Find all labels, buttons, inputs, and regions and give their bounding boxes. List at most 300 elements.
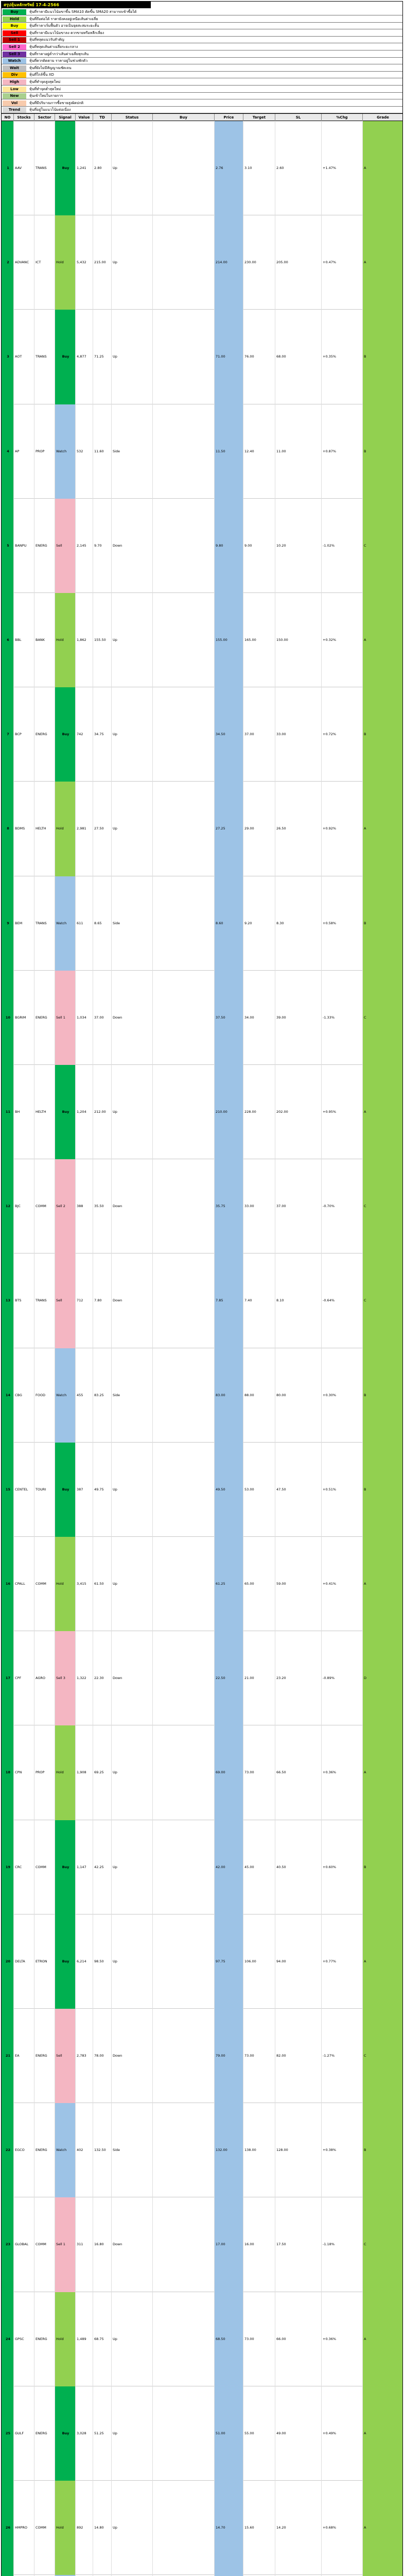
cell-sl: 128.00 [275, 2103, 322, 2197]
cell-no: 13 [2, 1253, 14, 1348]
cell-buy [153, 1443, 215, 1537]
cell-stock: CENTEL [14, 1443, 34, 1537]
cell-sl: 2.60 [275, 121, 322, 215]
cell-grade: A [363, 1725, 403, 1820]
legend-text: หุ้นที่อยู่ในแนวโน้มต่อเนื่อง [29, 108, 71, 112]
table-row[interactable] [2, 782, 403, 876]
cell-sector: COMM [34, 2481, 55, 2575]
column-header[interactable]: NO [2, 114, 14, 121]
table-row[interactable] [2, 876, 403, 971]
cell-sector: FOOD [34, 1348, 55, 1443]
cell-signal: Hold [55, 215, 76, 310]
cell-sl: 94.00 [275, 1914, 322, 2009]
cell-target: 3.10 [243, 121, 275, 215]
cell-grade: B [363, 310, 403, 404]
cell-grade: A [363, 215, 403, 310]
cell-td: 35.50 [93, 1159, 112, 1253]
cell-grade: B [363, 1348, 403, 1443]
cell-sector: TOURI [34, 1443, 55, 1537]
legend-row [2, 16, 403, 23]
cell-signal: Hold [55, 2292, 76, 2386]
legend-text: หุ้นที่ทำจุดสูงสุดใหม่ [29, 80, 61, 84]
table-row[interactable] [2, 499, 403, 593]
cell-grade: C [363, 499, 403, 593]
cell-sl: 33.00 [275, 687, 322, 782]
cell-chg: +0.36% [322, 1725, 363, 1820]
cell-value: 1,147 [76, 1820, 93, 1914]
cell-buy [153, 1348, 215, 1443]
cell-status: Down [112, 1159, 153, 1253]
table-row[interactable] [2, 2481, 403, 2575]
table-header [2, 114, 403, 121]
cell-chg: -0.64% [322, 1253, 363, 1348]
cell-stock: CRC [14, 1820, 34, 1914]
cell-status: Up [112, 593, 153, 687]
cell-no: 22 [2, 2103, 14, 2197]
legend-row [2, 65, 403, 72]
cell-chg: +0.95% [322, 1065, 363, 1159]
cell-sl: 82.00 [275, 2009, 322, 2103]
column-header[interactable]: TD [93, 114, 112, 121]
legend-row [2, 30, 403, 37]
cell-sector: COMM [34, 1537, 55, 1631]
cell-value: 2,145 [76, 499, 93, 593]
cell-value: 2,981 [76, 782, 93, 876]
cell-status: Up [112, 121, 153, 215]
cell-status: Side [112, 876, 153, 971]
cell-status: Up [112, 215, 153, 310]
cell-td: 98.50 [93, 1914, 112, 2009]
cell-signal: Buy [55, 687, 76, 782]
cell-value: 455 [76, 1348, 93, 1443]
cell-signal: Sell [55, 499, 76, 593]
cell-td: 51.25 [93, 2386, 112, 2481]
cell-target: 230.00 [243, 215, 275, 310]
cell-price: 210.00 [215, 1065, 243, 1159]
cell-signal: Hold [55, 1725, 76, 1820]
cell-no: 4 [2, 404, 14, 499]
cell-price: 34.50 [215, 687, 243, 782]
cell-value: 1,862 [76, 593, 93, 687]
cell-chg: +0.72% [322, 687, 363, 782]
cell-target: 45.00 [243, 1820, 275, 1914]
cell-sector: ENERG [34, 2103, 55, 2197]
cell-signal: Watch [55, 404, 76, 499]
cell-no: 6 [2, 593, 14, 687]
cell-sl: 10.20 [275, 499, 322, 593]
cell-status: Down [112, 971, 153, 1065]
cell-td: 27.50 [93, 782, 112, 876]
cell-sector: ENERG [34, 687, 55, 782]
legend-text: หุ้นที่ราคามีแนวโน้มขาลง ควรขายหรือหลีกเลี่ยง [29, 30, 104, 35]
cell-td: 42.25 [93, 1820, 112, 1914]
cell-price: 17.00 [215, 2197, 243, 2292]
cell-sector: ENERG [34, 2009, 55, 2103]
cell-stock: BDMS [14, 782, 34, 876]
column-header[interactable]: Sector [34, 114, 55, 121]
cell-price: 49.50 [215, 1443, 243, 1537]
column-header[interactable]: Grade [363, 114, 403, 121]
legend-text: หุ้นที่ราคาอยู่ต่ำกว่าเส้นค่าเฉลี่ยทุกเส้น [29, 52, 89, 56]
cell-sl: 66.50 [275, 1725, 322, 1820]
cell-chg: -0.89% [322, 1631, 363, 1725]
column-header[interactable]: Stocks [14, 114, 34, 121]
legend-key: New [3, 93, 26, 99]
cell-chg: +0.87% [322, 404, 363, 499]
cell-price: 61.25 [215, 1537, 243, 1631]
cell-status: Up [112, 2481, 153, 2575]
cell-stock: CPALL [14, 1537, 34, 1631]
legend-row [2, 79, 403, 86]
cell-stock: DELTA [14, 1914, 34, 2009]
cell-grade: B [363, 404, 403, 499]
column-header[interactable]: %Chg [322, 114, 363, 121]
cell-sector: ETRON [34, 1914, 55, 2009]
table-row[interactable] [2, 1631, 403, 1725]
table-row[interactable] [2, 2292, 403, 2386]
cell-status: Down [112, 1253, 153, 1348]
table-row[interactable] [2, 121, 403, 215]
table-row[interactable] [2, 2386, 403, 2481]
table-row[interactable] [2, 310, 403, 404]
cell-stock: CPF [14, 1631, 34, 1725]
cell-value: 388 [76, 1159, 93, 1253]
cell-stock: BANPU [14, 499, 34, 593]
cell-stock: BCP [14, 687, 34, 782]
cell-sl: 26.50 [275, 782, 322, 876]
cell-target: 29.00 [243, 782, 275, 876]
cell-status: Up [112, 1820, 153, 1914]
cell-no: 18 [2, 1725, 14, 1820]
table-row[interactable] [2, 2103, 403, 2197]
legend-row [2, 58, 403, 64]
cell-sector: COMM [34, 1820, 55, 1914]
cell-target: 65.00 [243, 1537, 275, 1631]
column-header[interactable]: Price [215, 114, 243, 121]
cell-sector: PROP [34, 1725, 55, 1820]
cell-stock: GPSC [14, 2292, 34, 2386]
cell-status: Up [112, 1065, 153, 1159]
table-row[interactable] [2, 215, 403, 310]
cell-grade: B [363, 1443, 403, 1537]
cell-td: 9.70 [93, 499, 112, 593]
cell-sector: PROP [34, 404, 55, 499]
cell-price: 97.75 [215, 1914, 243, 2009]
cell-td: 212.00 [93, 1065, 112, 1159]
legend-key: Sell 2 [3, 44, 26, 50]
cell-sector: HELTH [34, 1065, 55, 1159]
cell-grade: A [363, 121, 403, 215]
cell-value: 402 [76, 2103, 93, 2197]
cell-chg: -1.18% [322, 2197, 363, 2292]
cell-target: 9.00 [243, 499, 275, 593]
cell-no: 26 [2, 2481, 14, 2575]
cell-td: 37.00 [93, 971, 112, 1065]
cell-price: 42.00 [215, 1820, 243, 1914]
cell-target: 73.00 [243, 1725, 275, 1820]
cell-td: 78.00 [93, 2009, 112, 2103]
cell-stock: AP [14, 404, 34, 499]
cell-grade: A [363, 593, 403, 687]
cell-stock: HMPRO [14, 2481, 34, 2575]
legend-text: หุ้นที่มีปริมาณการซื้อขายสูงผิดปกติ [29, 100, 84, 105]
table-row[interactable] [2, 1820, 403, 1914]
cell-price: 214.00 [215, 215, 243, 310]
cell-price: 51.00 [215, 2386, 243, 2481]
cell-price: 37.50 [215, 971, 243, 1065]
cell-buy [153, 499, 215, 593]
cell-stock: ADVANC [14, 215, 34, 310]
cell-value: 1,204 [76, 1065, 93, 1159]
cell-status: Up [112, 310, 153, 404]
table-body [2, 121, 403, 2576]
cell-grade: A [363, 1065, 403, 1159]
legend-key: Watch [3, 58, 26, 64]
cell-sl: 68.00 [275, 310, 322, 404]
cell-value: 311 [76, 2197, 93, 2292]
cell-sl: 40.50 [275, 1820, 322, 1914]
cell-sl: 49.00 [275, 2386, 322, 2481]
cell-sl: 23.20 [275, 1631, 322, 1725]
table-row[interactable] [2, 1725, 403, 1820]
legend-key: Sell [3, 30, 26, 36]
cell-grade: C [363, 2009, 403, 2103]
cell-stock: GULF [14, 2386, 34, 2481]
cell-sl: 80.00 [275, 1348, 322, 1443]
cell-sector: TRANS [34, 876, 55, 971]
legend-text: หุ้นที่ใกล้ขึ้น XD [29, 73, 54, 77]
cell-buy [153, 593, 215, 687]
cell-sector: ICT [34, 215, 55, 310]
cell-buy [153, 2103, 215, 2197]
legend-key: Sell 3 [3, 52, 26, 57]
legend-text: หุ้นที่ราคาเริ่มฟื้นตัว อาจเป็นจุดสะสมระยะสั้น [29, 24, 99, 28]
cell-value: 611 [76, 876, 93, 971]
cell-price: 68.50 [215, 2292, 243, 2386]
cell-value: 532 [76, 404, 93, 499]
legend-row [2, 72, 403, 78]
cell-target: 53.00 [243, 1443, 275, 1537]
column-header[interactable]: Buy [153, 114, 215, 121]
cell-status: Up [112, 2386, 153, 2481]
cell-sl: 8.10 [275, 1253, 322, 1348]
cell-sl: 205.00 [275, 215, 322, 310]
cell-no: 24 [2, 2292, 14, 2386]
table-row[interactable] [2, 1159, 403, 1253]
cell-sl: 37.00 [275, 1159, 322, 1253]
cell-td: 14.80 [93, 2481, 112, 2575]
cell-td: 16.80 [93, 2197, 112, 2292]
cell-status: Side [112, 1348, 153, 1443]
cell-value: 1,322 [76, 1631, 93, 1725]
legend-text: หุ้นที่ควรติดตาม ราคาอยู่ในช่วงพักตัว [29, 59, 88, 63]
cell-chg: +0.77% [322, 1914, 363, 2009]
cell-no: 17 [2, 1631, 14, 1725]
table-row[interactable] [2, 1253, 403, 1348]
cell-no: 14 [2, 1348, 14, 1443]
cell-value: 5,432 [76, 215, 93, 310]
column-header[interactable]: Value [76, 114, 93, 121]
cell-no: 8 [2, 782, 14, 876]
table-row[interactable] [2, 1914, 403, 2009]
cell-stock: BTS [14, 1253, 34, 1348]
cell-status: Down [112, 2197, 153, 2292]
legend-key: Buy [3, 23, 26, 29]
table-row[interactable] [2, 1348, 403, 1443]
cell-td: 2.80 [93, 121, 112, 215]
cell-no: 23 [2, 2197, 14, 2292]
cell-chg: -1.33% [322, 971, 363, 1065]
cell-signal: Sell 3 [55, 1631, 76, 1725]
cell-target: 34.00 [243, 971, 275, 1065]
cell-sector: COMM [34, 2197, 55, 2292]
cell-td: 7.80 [93, 1253, 112, 1348]
cell-sl: 17.50 [275, 2197, 322, 2292]
cell-target: 21.00 [243, 1631, 275, 1725]
cell-no: 1 [2, 121, 14, 215]
cell-chg: -0.70% [322, 1159, 363, 1253]
cell-no: 12 [2, 1159, 14, 1253]
cell-value: 2,783 [76, 2009, 93, 2103]
cell-status: Up [112, 2292, 153, 2386]
cell-buy [153, 1725, 215, 1820]
cell-buy [153, 1065, 215, 1159]
cell-signal: Hold [55, 593, 76, 687]
table-row[interactable] [2, 2009, 403, 2103]
cell-signal: Hold [55, 2481, 76, 2575]
cell-status: Up [112, 1725, 153, 1820]
cell-price: 8.60 [215, 876, 243, 971]
cell-price: 71.00 [215, 310, 243, 404]
column-header[interactable]: Signal [55, 114, 76, 121]
cell-chg: +0.60% [322, 1820, 363, 1914]
cell-no: 7 [2, 687, 14, 782]
cell-stock: BJC [14, 1159, 34, 1253]
cell-signal: Buy [55, 310, 76, 404]
cell-sector: ENERG [34, 2292, 55, 2386]
cell-value: 1,034 [76, 971, 93, 1065]
cell-no: 16 [2, 1537, 14, 1631]
table-row[interactable] [2, 1537, 403, 1631]
cell-grade: B [363, 2103, 403, 2197]
cell-no: 3 [2, 310, 14, 404]
cell-sector: BANK [34, 593, 55, 687]
cell-chg: +0.51% [322, 1443, 363, 1537]
cell-buy [153, 1914, 215, 2009]
column-header[interactable]: Target [243, 114, 275, 121]
legend-row [2, 100, 403, 107]
cell-grade: A [363, 2292, 403, 2386]
cell-sl: 8.30 [275, 876, 322, 971]
table-row[interactable] [2, 404, 403, 499]
cell-no: 5 [2, 499, 14, 593]
cell-status: Side [112, 2103, 153, 2197]
cell-price: 83.00 [215, 1348, 243, 1443]
cell-target: 76.00 [243, 310, 275, 404]
cell-td: 132.50 [93, 2103, 112, 2197]
cell-sl: 47.50 [275, 1443, 322, 1537]
legend-key: Wait [3, 65, 26, 71]
column-header[interactable]: SL [275, 114, 322, 121]
cell-grade: C [363, 1159, 403, 1253]
cell-no: 15 [2, 1443, 14, 1537]
cell-grade: C [363, 1253, 403, 1348]
cell-chg: +0.32% [322, 593, 363, 687]
cell-value: 1,241 [76, 121, 93, 215]
cell-status: Up [112, 687, 153, 782]
cell-value: 1,908 [76, 1725, 93, 1820]
cell-target: 7.40 [243, 1253, 275, 1348]
cell-stock: GLOBAL [14, 2197, 34, 2292]
table-row[interactable] [2, 1443, 403, 1537]
legend-key: Trend [3, 107, 26, 113]
cell-status: Down [112, 1631, 153, 1725]
cell-target: 9.20 [243, 876, 275, 971]
cell-stock: BGRIM [14, 971, 34, 1065]
cell-sl: 150.00 [275, 593, 322, 687]
cell-stock: AAV [14, 121, 34, 215]
cell-grade: D [363, 1631, 403, 1725]
cell-signal: Hold [55, 1537, 76, 1631]
cell-stock: CPN [14, 1725, 34, 1820]
cell-td: 11.60 [93, 404, 112, 499]
table-row[interactable] [2, 1065, 403, 1159]
cell-grade: A [363, 782, 403, 876]
cell-chg: +0.38% [322, 2103, 363, 2197]
cell-chg: +0.68% [322, 2481, 363, 2575]
cell-target: 106.00 [243, 1914, 275, 2009]
cell-buy [153, 121, 215, 215]
cell-buy [153, 1820, 215, 1914]
cell-price: 35.75 [215, 1159, 243, 1253]
cell-price: 2.76 [215, 121, 243, 215]
cell-grade: C [363, 971, 403, 1065]
cell-sector: HELTH [34, 782, 55, 876]
cell-grade: A [363, 2386, 403, 2481]
legend-key: Buy [3, 9, 26, 15]
legend-row [2, 51, 403, 58]
table-row[interactable] [2, 687, 403, 782]
cell-td: 83.25 [93, 1348, 112, 1443]
table-row[interactable] [2, 2197, 403, 2292]
cell-chg: +0.47% [322, 215, 363, 310]
cell-signal: Hold [55, 782, 76, 876]
cell-target: 37.00 [243, 687, 275, 782]
cell-value: 387 [76, 1443, 93, 1537]
cell-signal: Buy [55, 121, 76, 215]
table-row[interactable] [2, 593, 403, 687]
cell-buy [153, 2197, 215, 2292]
cell-no: 21 [2, 2009, 14, 2103]
cell-sl: 39.00 [275, 971, 322, 1065]
cell-chg: +0.41% [322, 1537, 363, 1631]
cell-td: 34.75 [93, 687, 112, 782]
cell-signal: Buy [55, 1914, 76, 2009]
table-row[interactable] [2, 971, 403, 1065]
cell-status: Up [112, 1537, 153, 1631]
cell-stock: BEM [14, 876, 34, 971]
cell-no: 11 [2, 1065, 14, 1159]
cell-grade: C [363, 2197, 403, 2292]
stock-summary-sheet [1, 1, 403, 2576]
column-header[interactable]: Status [112, 114, 153, 121]
cell-sl: 202.00 [275, 1065, 322, 1159]
cell-stock: EA [14, 2009, 34, 2103]
cell-sector: TRANS [34, 310, 55, 404]
cell-chg: +0.35% [322, 310, 363, 404]
cell-no: 9 [2, 876, 14, 971]
cell-chg: +1.47% [322, 121, 363, 215]
